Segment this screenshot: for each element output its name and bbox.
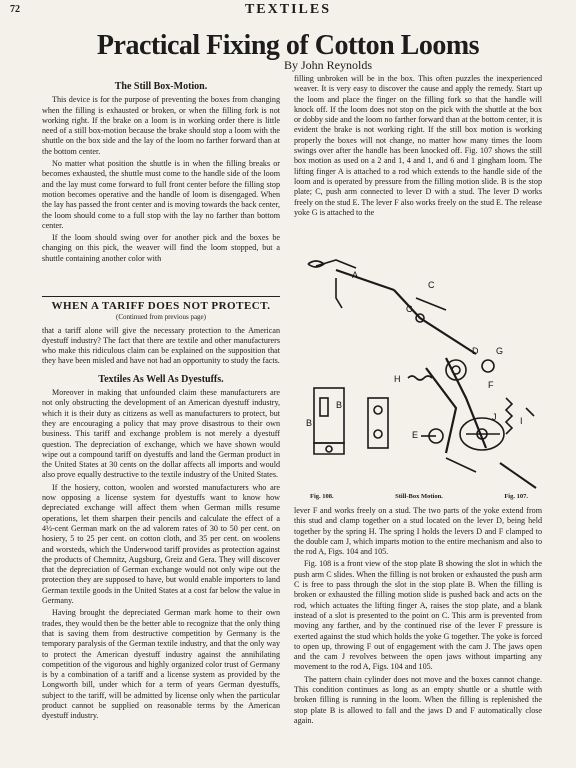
running-title: TEXTILES <box>244 2 332 17</box>
tariff-intro: that a tariff alone will give the necessary protection to the American dyestuff industry? The fact that there are textile and other manufacturers who make this ridiculous claim can be explained on the supposition that they have been misled and have not had an opportunity to study the facts. <box>42 325 280 366</box>
tariff-paragraph: If the hosiery, cotton, woolen and worsted manufacturers who are now opposing a license system for dyestuffs want to know how depreciated exchange will affect them when German mills resume operations, let them sharpen their pencils and calculate the effect of a 4½-cent German mark on the ad valorem rates of 30 to 50 per cent. on hosiery, 5 to 25 per cent. on cotton cloth, and 35 per cent. on woolens and worsteds, which the Underwood tariff provides as protection against the products of Chemnitz, Augsburg, Greiz and Gera. They will discover that the depreciation of German exchange would not only wipe out the protection they are supposed to have, but would enable importers to land German textile goods in the United States at a cost far below the value in Germany. <box>42 482 280 606</box>
article-paragraph: No matter what position the shuttle is in when the filling breaks or becomes exhausted, the shuttle must come to the handle side of the loom and the lay must come forward to full front center before the filling stop motion becomes operative and the handle of loom is disengaged. When the lay has passed the front center and is moving towards the back center, the loom should come to a full stop with the lay no farther than bottom center. <box>42 159 280 230</box>
figure-label: B <box>336 400 343 410</box>
article-title: Practical Fixing of Cotton Looms <box>96 30 480 61</box>
article-paragraph: Fig. 108 is a front view of the stop plate B showing the slot in which the push arm C slides. When the filling is not broken or exhausted the push arm C is free to pass through the slot in the stop plate B. When the filling is broken or exhausted the filling motion slide is pushed back and acts on the rod, which actuates the lifting finger A, raises the stop plate, and a blank instead of a slot is presented to the point on C. This arm is prevented from moving any farther, and by the continued rise of the lever F pressure is exerted against the stud which holds the yoke G together. The yoke is forced to open up, throwing F out of engagement with the cam J. The jaws open and the cam J revolves between the open jaws without imparting any movement to the rod A, Figs. 104 and 105. <box>294 559 542 672</box>
article-paragraph: filling unbroken will be in the box. This often puzzles the inexperienced weaver. It is very easy to discover the cause and apply the remedy. Start up the loom and place the finger on the filling fork so that the handle will knock off. If the loom does not stop on the pick with the shuttle at the box or dobby side and the loom no farther forward than at the bottom center, it is evident the brake is not working right. If the still box motion is working properly the boxes will not change, no matter how many times the loom swings over after the handle has been knocked off. Fig. 107 shows the still box motion as used on a 2 and 1, 4 and 1, and 6 and 1 gingham loom. The lifting finger A is attached to a rod which extends to the handle side of the loom and is operated by pressure from the filling motion slide. B is the stop plate; C, push arm connected to lever D with a stud. The lever D works freely on the stud E. The lever F also works freely on the stud E. The release yoke G is attached to the <box>294 74 542 217</box>
article-paragraph: If the loom should swing over for another pick and the boxes be changing on this pick, the weaver will find the loom stopped, but a shuttle containing another color with <box>42 233 280 263</box>
page-number: 72 <box>10 4 20 15</box>
stop-plate-b-front <box>314 388 344 443</box>
tariff-paragraph: Moreover in making that unfounded claim these manufacturers are not only obstructing the development of an American dyestuff industry, which it is their duty as citizens as well as manufacturers to protect, but they are encouraging a policy that may prove disastrous to their own business. This tariff and exchange problem is not merely a dyestuff question. The depreciation of exchange, which we have shown would wipe out a compound tariff on dyestuffs and land the German product in the United States at 30 cents on the dollar affects all imports and would also prove equally destructive to the textile industry of the United States. <box>42 388 280 480</box>
spring-i <box>506 398 512 434</box>
continued-note: (Continued from previous page) <box>115 313 206 322</box>
figure-label: H <box>394 374 401 384</box>
article-paragraph: This device is for the purpose of preventing the boxes from changing when the filling is exhausted or broken, or when the filling fork is not working right. If the brake on a loom is in working order there is little need of a still box-motion because the brake should stop a loom with the shuttle on the box side and the lay of the loom no farther forward than at the bottom center. <box>42 95 280 156</box>
article-paragraph: The pattern chain cylinder does not move and the boxes cannot change. This condition continues as long as an empty shuttle or a shuttle with broken filling is running in the loom. When the filling is replenished the stop plate B is allowed to fall and the jaws D and F automatically close again. <box>294 674 542 725</box>
figure-label: C <box>406 304 413 314</box>
figure-label: F <box>488 380 494 390</box>
figure-label: G <box>496 346 504 356</box>
section-divider <box>42 296 280 297</box>
figure-caption <box>296 493 542 500</box>
article-paragraph: lever F and works freely on a stud. The two parts of the yoke extend from this stud and clamp together on a stud located on the lever D, being held together by the spring H. The spring I holds the levers D and F clamped to the double cam J, which imparts motion to the entire mechanism and also to the rod A, Figs. 104 and 105. <box>294 506 542 557</box>
figure-label: J <box>492 412 497 422</box>
tariff-subheading: Textiles As Well As Dyestuffs. <box>98 373 224 385</box>
tariff-heading: WHEN A TARIFF DOES NOT PROTECT. <box>51 300 271 312</box>
figure-label: I <box>520 416 523 426</box>
push-arm-c <box>394 290 476 354</box>
right-column-continued <box>294 506 542 728</box>
tariff-paragraph: Having brought the depreciated German mark home to their own trades, they would then be the better able to recognize that the only thing that is saving them from destructive competition by Germany is the temporary paralysis of the German textile industry, and that the only way to protect the American dyestuff industry against the annihilating competition of the vigorous and highly organized color trust of Germany is by a combination of a tariff and a license system as provided by the Longworth bill, under which for a term of years German dyestuffs, subject to the tariff, will be admitted by license only when the particular product cannot be supplied on reasonable terms by the American dyestuff industry. <box>42 608 280 721</box>
lifting-finger-a <box>316 260 356 268</box>
spring-h <box>408 376 432 380</box>
figure-label: C <box>428 280 435 290</box>
caption-fig-107: Fig. 107. <box>504 493 528 500</box>
figure-label: D <box>472 346 479 356</box>
left-column-article <box>42 74 280 266</box>
section-heading: The Still Box-Motion. <box>114 81 208 92</box>
figure-label: B <box>306 418 313 428</box>
caption-fig-108: Fig. 108. <box>310 493 334 500</box>
figure-label: E <box>412 430 419 440</box>
caption-title: Still-Box Motion. <box>395 493 443 500</box>
figure-label: A <box>352 270 359 280</box>
still-box-motion-figure <box>296 258 542 498</box>
article-byline: By John Reynolds <box>283 58 372 72</box>
tariff-article <box>42 290 280 724</box>
right-column-article <box>294 74 542 220</box>
